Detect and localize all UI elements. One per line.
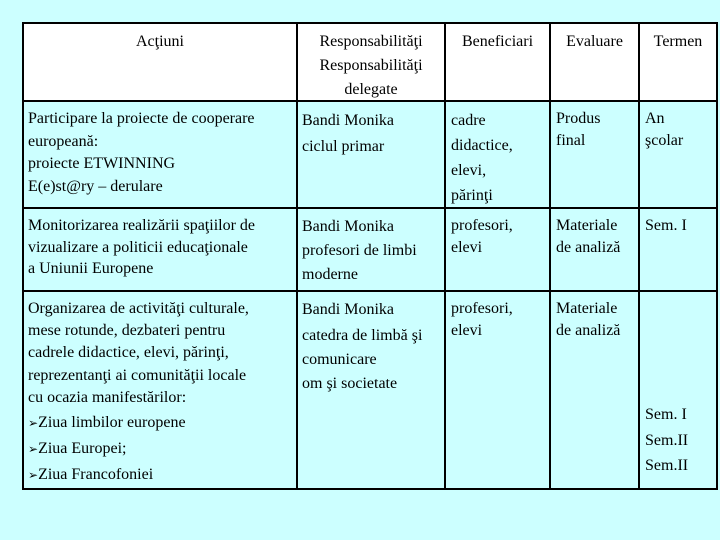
cell-line: om şi societate bbox=[302, 375, 398, 392]
header-label: delegate bbox=[344, 81, 398, 98]
cell-line: Participare la proiecte de cooperare bbox=[28, 110, 255, 127]
cell-line: final bbox=[556, 132, 586, 149]
row1-evaluare bbox=[556, 108, 600, 152]
cell-line: Sem. I bbox=[645, 406, 687, 423]
cell-line: Materiale bbox=[556, 217, 618, 234]
header-label: Evaluare bbox=[566, 33, 623, 50]
header-actiuni bbox=[24, 30, 296, 54]
row2-actiuni bbox=[28, 215, 255, 280]
row3-termen bbox=[645, 402, 688, 479]
header-beneficiari bbox=[446, 30, 549, 54]
bullet-text: Ziua Francofoniei bbox=[38, 466, 154, 483]
cell-line: Monitorizarea realizării spaţiilor de bbox=[28, 217, 256, 234]
header-label: Termen bbox=[653, 33, 703, 50]
cell-line: cadrele didactice, elevi, părinţi, bbox=[28, 344, 229, 362]
action-plan-table bbox=[22, 22, 718, 490]
cell-line: cu ocazia manifestărilor: bbox=[28, 388, 187, 406]
cell-line: europeană: bbox=[28, 132, 99, 150]
cell-line: Produs bbox=[556, 110, 601, 127]
row1-responsabilitati bbox=[302, 108, 394, 160]
cell-line: cadre bbox=[451, 112, 486, 129]
cell-line: Sem.II bbox=[645, 431, 689, 449]
row2-beneficiari bbox=[451, 215, 513, 258]
cell-line: elevi, bbox=[451, 162, 487, 179]
cell-line: părinţi bbox=[451, 187, 493, 204]
row1-actiuni bbox=[28, 108, 255, 198]
row3-actiuni bbox=[28, 298, 249, 409]
header-evaluare bbox=[551, 30, 638, 54]
cell-line: elevi bbox=[451, 238, 483, 256]
row3-responsabilitati bbox=[302, 298, 422, 396]
cell-line: reprezentanţi ai comunităţii locale bbox=[28, 366, 247, 384]
cell-line: profesori, bbox=[451, 300, 513, 317]
cell-line: catedra de limbă şi bbox=[302, 327, 423, 344]
cell-line: elevi bbox=[451, 321, 483, 339]
header-termen bbox=[640, 30, 716, 54]
header-label: Beneficiari bbox=[461, 33, 534, 50]
row1-beneficiari bbox=[451, 108, 513, 208]
cell-line: Sem.II bbox=[645, 457, 689, 474]
row-divider bbox=[24, 290, 716, 292]
row2-responsabilitati bbox=[302, 215, 417, 287]
row3-bullet-list bbox=[28, 410, 186, 488]
cell-line: ciclul primar bbox=[302, 138, 385, 155]
cell-line: mese rotunde, dezbateri pentru bbox=[28, 322, 226, 340]
cell-line: Sem. I bbox=[645, 217, 687, 234]
row3-beneficiari bbox=[451, 298, 513, 341]
row2-termen bbox=[645, 215, 687, 237]
cell-line: didactice, bbox=[451, 137, 513, 154]
column-divider bbox=[638, 24, 640, 488]
cell-line: An bbox=[645, 110, 665, 127]
column-divider bbox=[549, 24, 551, 488]
row2-evaluare bbox=[556, 215, 620, 258]
row-divider bbox=[24, 207, 716, 209]
cell-line: de analiză bbox=[556, 321, 621, 339]
arrow-bullet-icon: ➢ bbox=[28, 416, 39, 430]
bullet-item bbox=[28, 462, 186, 488]
cell-line: moderne bbox=[302, 266, 358, 283]
cell-line: Organizarea de activităţi culturale, bbox=[28, 300, 249, 317]
cell-line: de analiză bbox=[556, 238, 621, 256]
cell-line: profesori, bbox=[451, 217, 513, 234]
cell-line: Bandi Monika bbox=[302, 301, 394, 318]
bullet-item bbox=[28, 436, 186, 462]
row3-evaluare bbox=[556, 298, 620, 341]
header-label: Acţiuni bbox=[136, 33, 184, 50]
header-responsabilitati bbox=[298, 30, 444, 102]
arrow-bullet-icon: ➢ bbox=[28, 442, 39, 456]
bullet-item bbox=[28, 410, 186, 436]
cell-line: E(e)st@ry – derulare bbox=[28, 177, 163, 195]
header-label: Responsabilităţi bbox=[319, 33, 423, 50]
cell-line: profesori de limbi bbox=[302, 242, 417, 259]
cell-line: şcolar bbox=[645, 132, 684, 149]
cell-line: proiecte ETWINNING bbox=[28, 155, 176, 172]
cell-line: a Uniunii Europene bbox=[28, 260, 154, 277]
row1-termen bbox=[645, 108, 683, 152]
cell-line: Bandi Monika bbox=[302, 218, 394, 235]
cell-line: vizualizare a politicii educaţionale bbox=[28, 238, 248, 256]
arrow-bullet-icon: ➢ bbox=[28, 468, 39, 482]
bullet-text: Ziua Europei; bbox=[38, 440, 127, 457]
cell-line: Bandi Monika bbox=[302, 112, 394, 129]
cell-line: Materiale bbox=[556, 300, 618, 317]
bullet-text: Ziua limbilor europene bbox=[38, 414, 186, 431]
column-divider bbox=[444, 24, 446, 488]
cell-line: comunicare bbox=[302, 351, 377, 368]
header-label: Responsabilităţi bbox=[319, 57, 423, 74]
